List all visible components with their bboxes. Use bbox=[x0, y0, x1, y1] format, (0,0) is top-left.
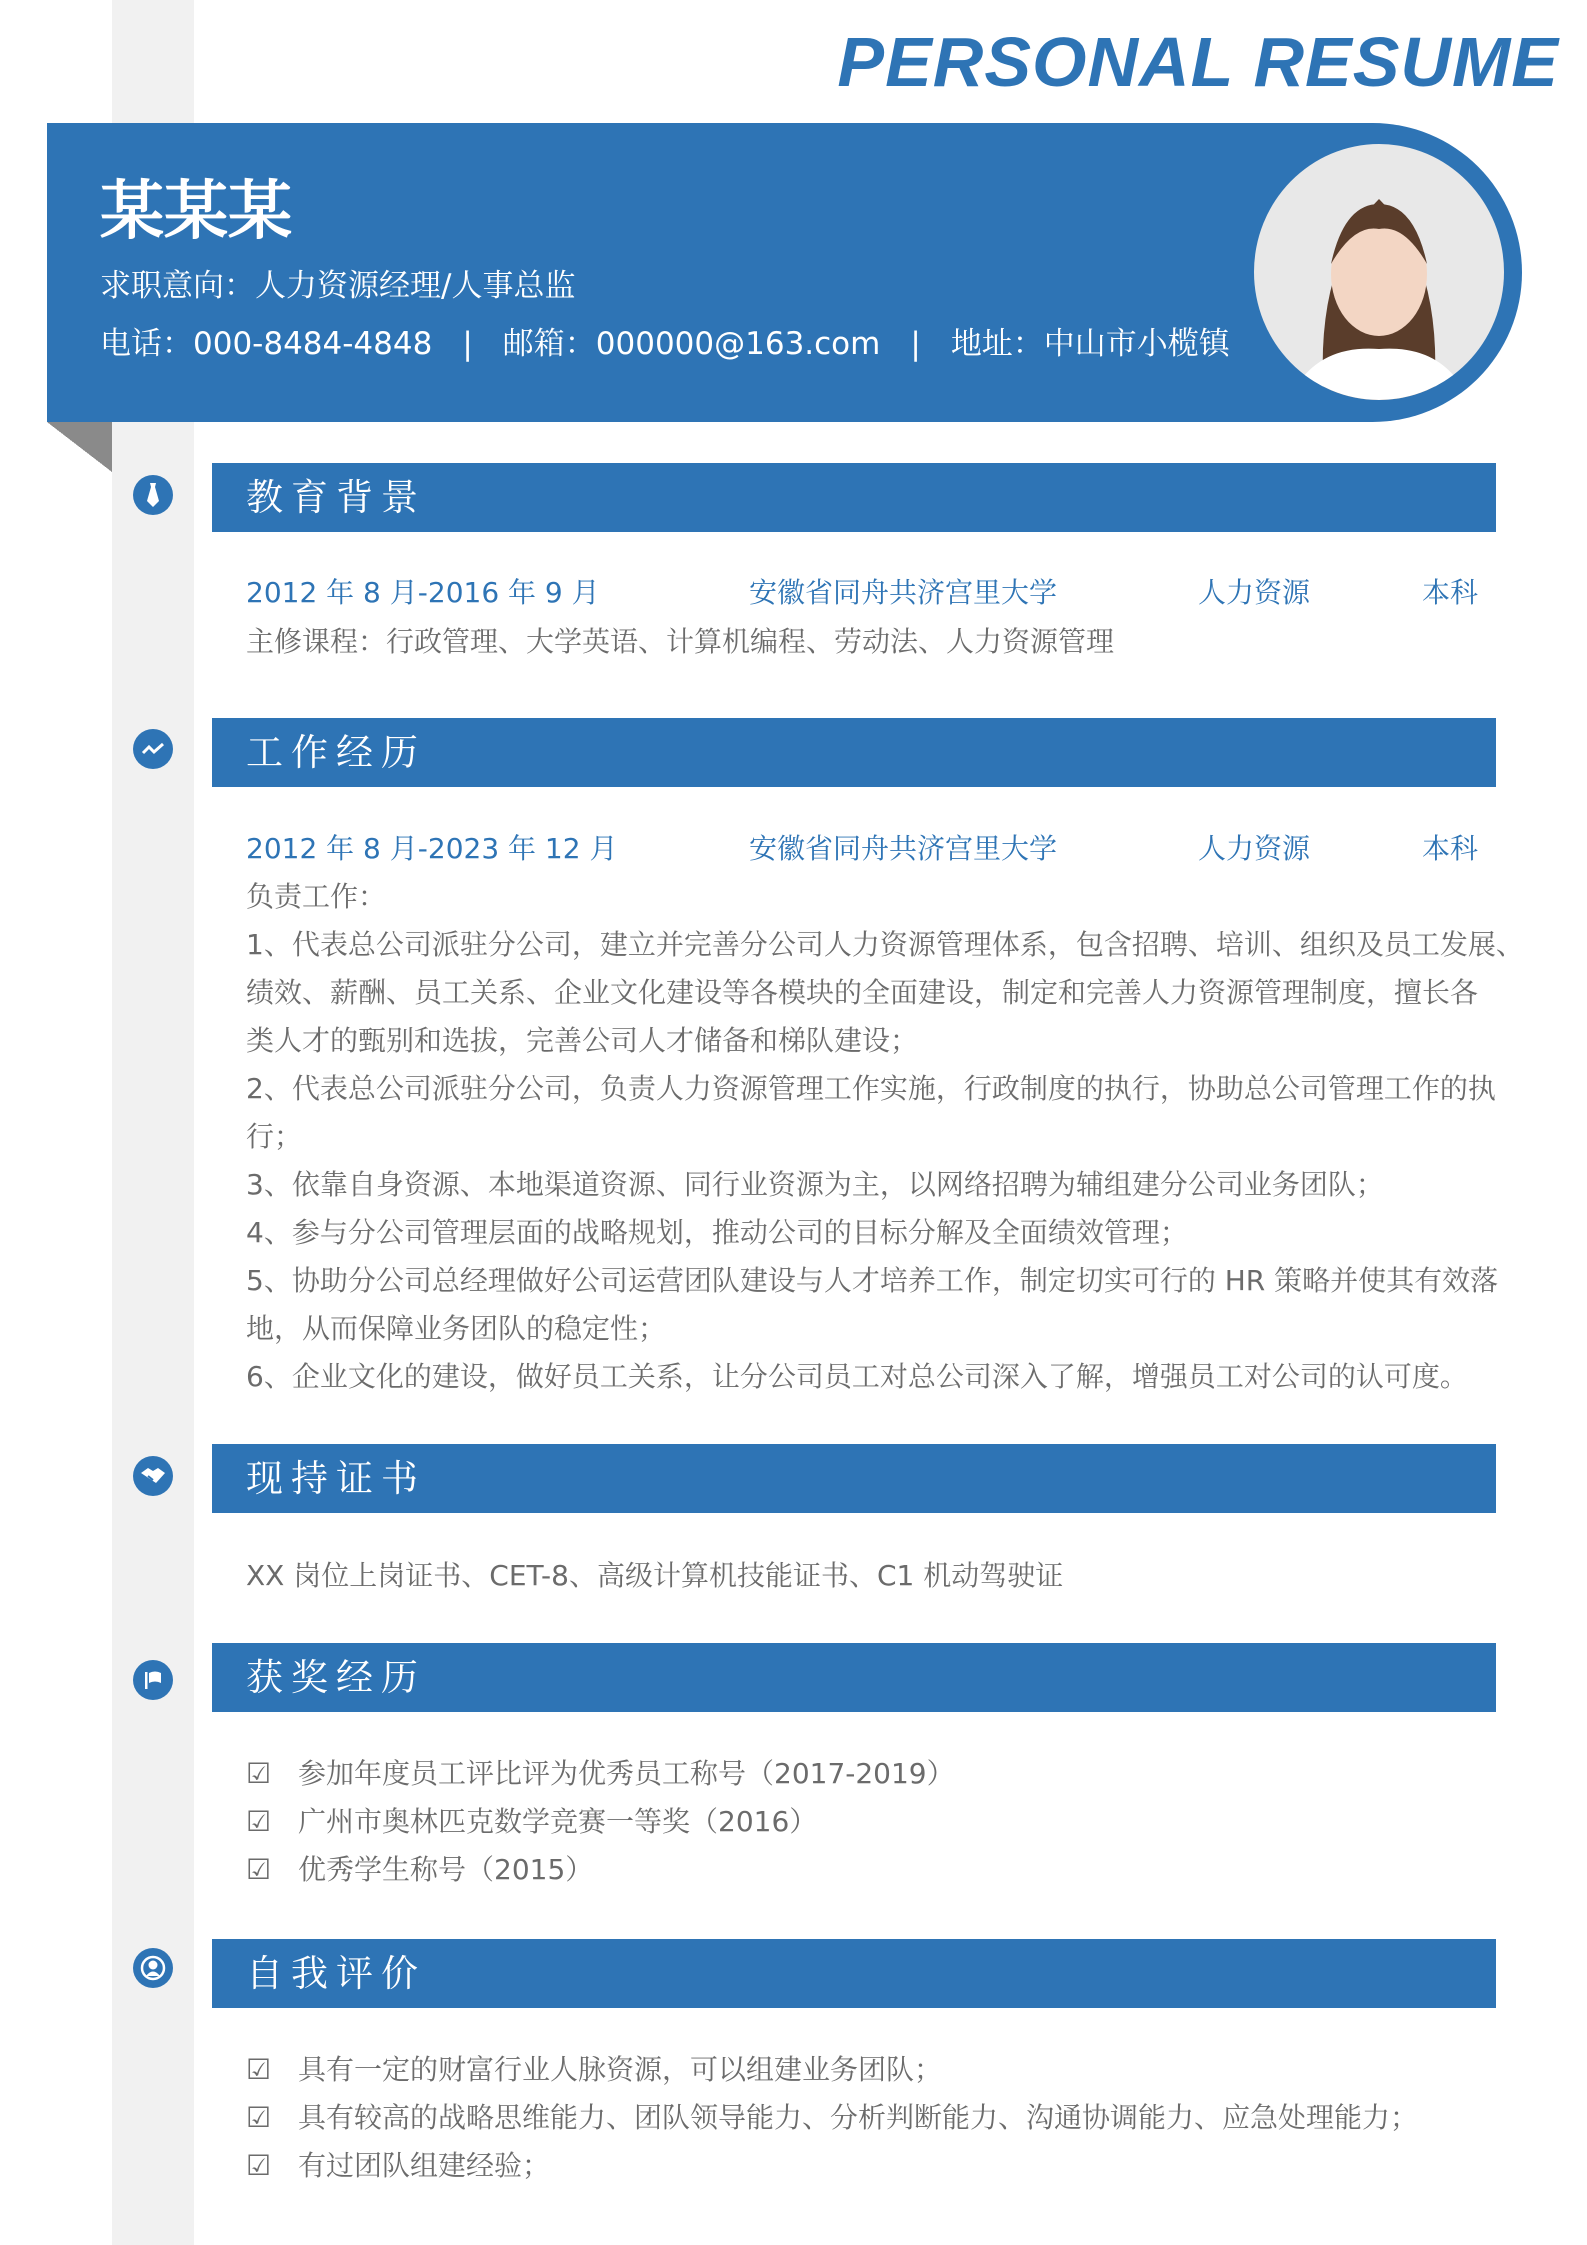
work-line: 4、参与分公司管理层面的战略规划，推动公司的目标分解及全面绩效管理； bbox=[246, 1216, 1188, 1249]
award-text: 参加年度员工评比评为优秀员工称号（2017-2019） bbox=[298, 1757, 955, 1790]
edu-courses: 主修课程：行政管理、大学英语、计算机编程、劳动法、人力资源管理 bbox=[246, 625, 1115, 658]
work-line: 绩效、薪酬、员工关系、企业文化建设等各模块的全面建设，制定和完善人力资源管理制度，擅长各 bbox=[246, 976, 1479, 1009]
edu-degree: 本科 bbox=[1422, 576, 1479, 609]
award-text: 广州市奥林匹克数学竞赛一等奖（2016） bbox=[298, 1805, 818, 1838]
flag-icon bbox=[133, 1660, 173, 1700]
certs-text: XX 岗位上岗证书、CET-8、高级计算机技能证书、C1 机动驾驶证 bbox=[246, 1559, 1064, 1592]
award-item bbox=[246, 1848, 593, 1888]
edu-major: 人力资源 bbox=[1198, 576, 1311, 609]
checkbox-icon: ☑ bbox=[246, 1853, 272, 1886]
profile-photo bbox=[1254, 144, 1504, 400]
work-degree: 本科 bbox=[1422, 832, 1479, 865]
self-item bbox=[246, 2096, 1418, 2136]
work-company: 安徽省同舟共济宫里大学 bbox=[749, 832, 1058, 865]
section-certs-header: 现持证书 bbox=[212, 1444, 1496, 1513]
ribbon-fold bbox=[47, 422, 112, 472]
checkbox-icon: ☑ bbox=[246, 1805, 272, 1838]
resume-title: PERSONAL RESUME bbox=[837, 23, 1559, 101]
tie-icon bbox=[133, 475, 173, 515]
section-education-header: 教育背景 bbox=[212, 463, 1496, 532]
work-line: 地，从而保障业务团队的稳定性； bbox=[246, 1312, 667, 1345]
checkbox-icon: ☑ bbox=[246, 2053, 272, 2086]
edu-date: 2012 年 8 月-2016 年 9 月 bbox=[246, 576, 600, 609]
user-icon bbox=[133, 1948, 173, 1988]
award-item bbox=[246, 1752, 955, 1792]
self-item bbox=[246, 2048, 942, 2088]
handshake-icon bbox=[133, 1456, 173, 1496]
self-text: 有过团队组建经验； bbox=[298, 2149, 551, 2182]
work-field: 人力资源 bbox=[1198, 832, 1311, 865]
work-line: 行； bbox=[246, 1120, 303, 1153]
person-name: 某某某 bbox=[100, 175, 292, 249]
checkbox-icon: ☑ bbox=[246, 2149, 272, 2182]
contact-line bbox=[100, 318, 1230, 363]
self-item bbox=[246, 2144, 550, 2184]
work-date: 2012 年 8 月-2023 年 12 月 bbox=[246, 832, 618, 865]
section-awards-header: 获奖经历 bbox=[212, 1643, 1496, 1712]
award-text: 优秀学生称号（2015） bbox=[298, 1853, 594, 1886]
separator: | bbox=[462, 326, 473, 362]
work-line: 3、依靠自身资源、本地渠道资源、同行业资源为主，以网络招聘为辅组建分公司业务团队； bbox=[246, 1168, 1384, 1201]
work-line: 6、企业文化的建设，做好员工关系，让分公司员工对总公司深入了解，增强员工对公司的认可度。 bbox=[246, 1360, 1468, 1393]
work-line: 5、协助分公司总经理做好公司运营团队建设与人才培养工作，制定切实可行的 HR 策略并使其有效落 bbox=[246, 1264, 1499, 1297]
checkbox-icon: ☑ bbox=[246, 1757, 272, 1790]
section-work-header: 工作经历 bbox=[212, 718, 1496, 787]
work-line: 1、代表总公司派驻分公司，建立并完善分公司人力资源管理体系，包含招聘、培训、组织及员工发展、 bbox=[246, 928, 1524, 961]
edu-school: 安徽省同舟共济宫里大学 bbox=[749, 576, 1058, 609]
email: 邮箱：000000@163.com bbox=[502, 326, 881, 362]
trend-icon bbox=[133, 729, 173, 769]
work-line: 类人才的甄别和选拔，完善公司人才储备和梯队建设； bbox=[246, 1024, 919, 1057]
work-line: 负责工作： bbox=[246, 880, 387, 913]
award-item bbox=[246, 1800, 817, 1840]
section-self-header: 自我评价 bbox=[212, 1939, 1496, 2008]
checkbox-icon: ☑ bbox=[246, 2101, 272, 2134]
self-text: 具有一定的财富行业人脉资源，可以组建业务团队； bbox=[298, 2053, 943, 2086]
address: 地址：中山市小榄镇 bbox=[950, 326, 1230, 362]
phone: 电话：000-8484-4848 bbox=[100, 326, 433, 362]
job-intent: 求职意向：人力资源经理/人事总监 bbox=[100, 268, 576, 304]
work-line: 2、代表总公司派驻分公司，负责人力资源管理工作实施，行政制度的执行，协助总公司管理工作的执 bbox=[246, 1072, 1496, 1105]
self-text: 具有较高的战略思维能力、团队领导能力、分析判断能力、沟通协调能力、应急处理能力； bbox=[298, 2101, 1419, 2134]
separator: | bbox=[910, 326, 921, 362]
